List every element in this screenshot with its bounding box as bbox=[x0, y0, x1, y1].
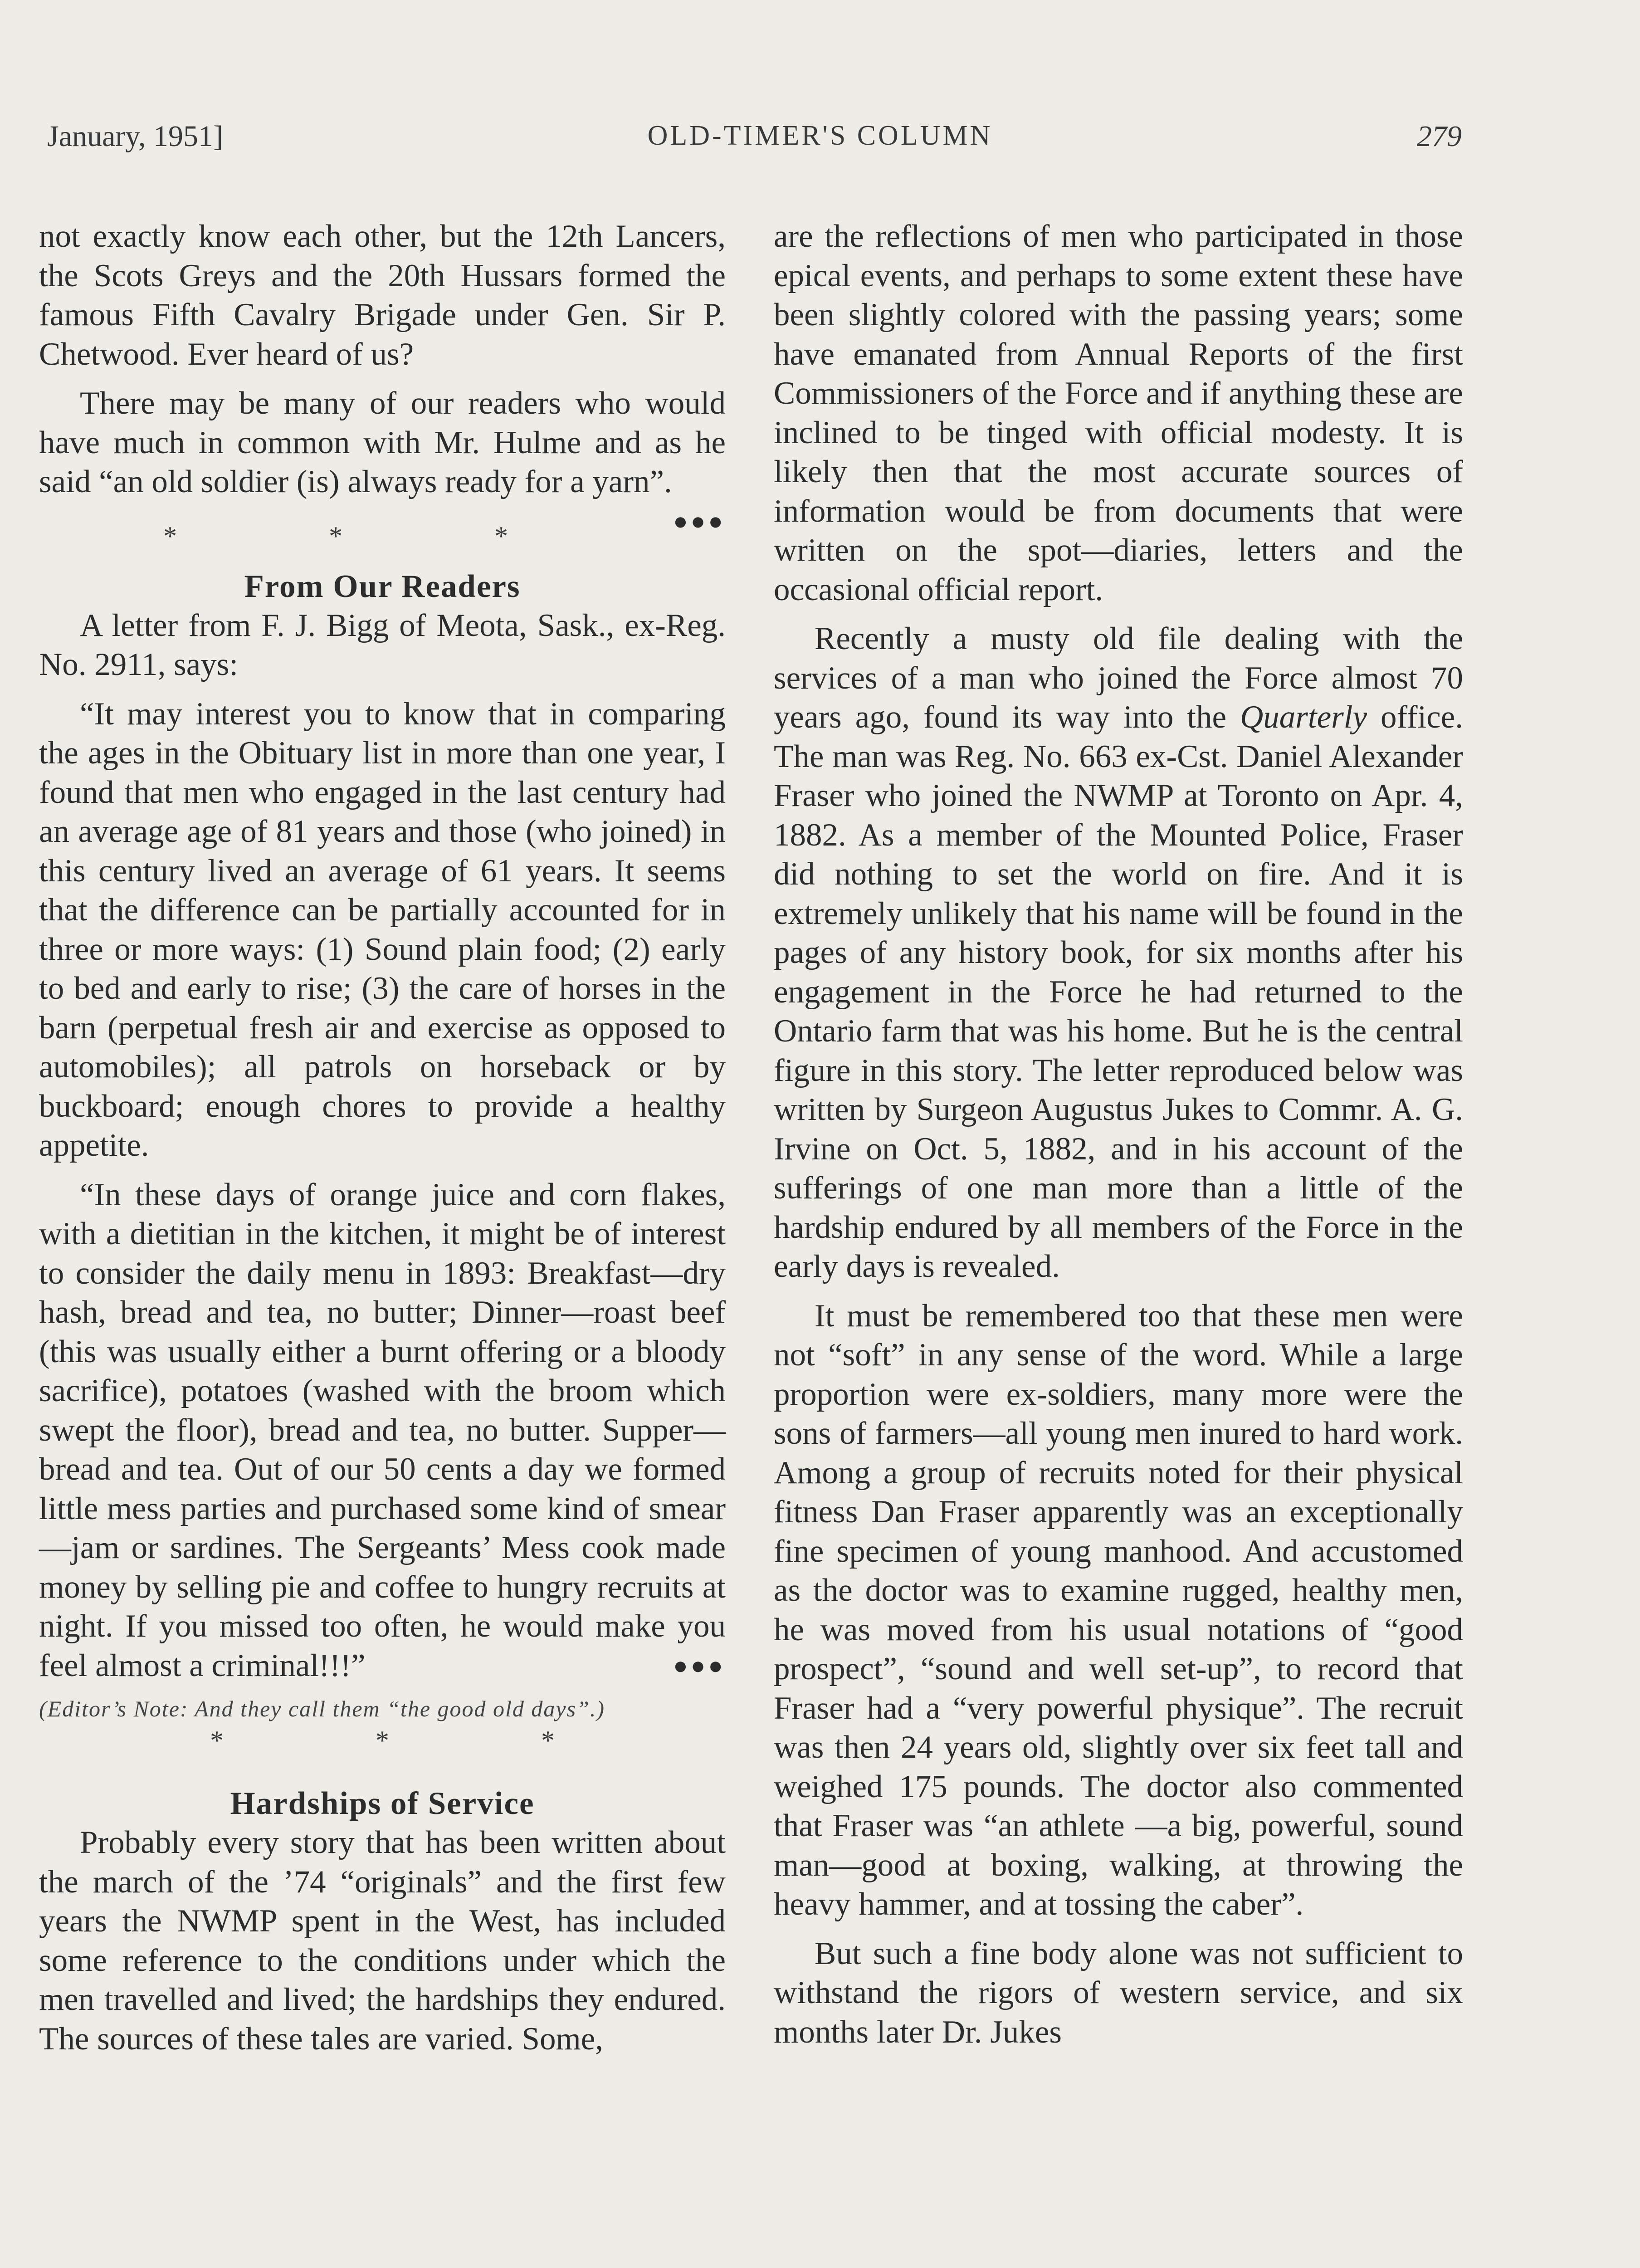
publication-title: Quarterly bbox=[1240, 699, 1367, 735]
header-title: OLD-TIMER'S COLUMN bbox=[647, 120, 993, 151]
left-column bbox=[39, 217, 726, 2068]
paragraph-text: There may be many of our readers who would have much in common with Mr. Hulme and as he said “an old soldier (is) always ready for a yarn”. bbox=[39, 386, 726, 499]
paragraph: not exactly know each other, but the 12th Lancers, the Scots Greys and the 20th Hussars formed the famous Fifth Cavalry Brigade under Gen. Sir P. Chetwood. Ever heard of us? bbox=[39, 219, 726, 372]
section-separator: * * * bbox=[210, 1725, 627, 1755]
paragraph bbox=[774, 619, 1463, 1286]
paragraph: Probably every story that has been written about the march of the ’74 “originals” and the first few years the NWMP spent in the West, has included some reference to the conditions under which the men travelled and lived; the hardships they endured. The sources of these tales are varied. Some, bbox=[39, 1825, 726, 2057]
paragraph bbox=[39, 384, 726, 535]
paragraph: It must be remembered too that these men were not “soft” in any sense of the word. While a large proportion were ex-soldiers, many more were the sons of farmers—all young men inured to hard work. Among a group of recruits noted for their physical fitness Dan Fraser apparently was an exceptionally fine specimen of young manhood. And accustomed as the doctor was to examine rugged, healthy men, he was moved from his usual notations of “good prospect”, “sound and well set-up”, to record that Fraser had a “very powerful physique”. The recruit was then 24 years old, slightly over six feet tall and weighed 175 pounds. The doctor also commented that Fraser was “an athlete —a big, powerful, sound man—good at boxing, walking, at throwing the heavy hammer, and at tossing the caber”. bbox=[774, 1298, 1463, 1922]
paragraph bbox=[39, 1175, 726, 1686]
paragraph: “It may interest you to know that in comparing the ages in the Obituary list in more than one year, I found that men who engaged in the last century had an average age of 81 years and those (who joined) in this century lived an average of 61 years. It seems that the difference can be partially accounted for in three or more ways: (1) Sound plain food; (2) early to bed and early to rise; (3) the care of horses in the barn (perpetual fresh air and exercise as opposed to automobiles); all patrols on horseback or by buckboard; enough chores to provide a healthy appetite. bbox=[39, 696, 726, 1163]
paragraph-text: office. The man was Reg. No. 663 ex-Cst. Daniel Alexander Fraser who joined the NWMP at Toronto on Apr. 4, 1882. As a member of the Mounted Police, Fraser did nothing to set the world on fire. And it is extremely unlikely that his name will be found in the pages of any history book, for six months after his engagement in the Force he had returned to the Ontario farm that was his home. But he is the central figure in this story. The letter reproduced below was written by Surgeon Augustus Jukes to Commr. A. G. Irvine on Oct. 5, 1882, and in his account of the sufferings of one man more than a little of the hardship endured by all members of the Force in the early days is revealed. bbox=[774, 699, 1463, 1284]
paragraph-text: Recently a musty old file dealing with the services of a man who joined the Force almost 70 years ago, found its way into the bbox=[774, 621, 1463, 735]
section-separator: * * * bbox=[163, 521, 581, 551]
editor-note: (Editor’s Note: And they call them “the good old days”.) bbox=[39, 1696, 605, 1721]
paragraph: are the reflections of men who participated in those epical events, and perhaps to some extent these have been slightly colored with the passing years; some have emanated from Annual Reports of the first Commissioners of the Force and if anything these are inclined to be tinged with official modesty. It is likely then that the most accurate sources of information would be from documents that were written on the spot—diaries, letters and the occasional official report. bbox=[774, 219, 1463, 607]
end-mark: ●●● bbox=[673, 507, 726, 535]
paragraph: But such a fine body alone was not sufficient to withstand the rigors of western service, and six months later Dr. Jukes bbox=[774, 1936, 1463, 2050]
page-number: 279 bbox=[1417, 120, 1462, 153]
section-heading: From Our Readers bbox=[244, 568, 521, 604]
section-heading: Hardships of Service bbox=[230, 1786, 535, 1821]
paragraph: A letter from F. J. Bigg of Meota, Sask., ex-Reg. No. 2911, says: bbox=[39, 607, 726, 682]
paragraph-text: “In these days of orange juice and corn flakes, with a dietitian in the kitchen, it might be of interest to consider the daily menu in 1893: Breakfast—dry hash, bread and tea, no butter; Dinner—roast beef (this was usually either a burnt offering or a bloody sacrifice), potatoes (washed with the broom which swept the floor), bread and tea, no butter. Supper—bread and tea. Out of our 50 cents a day we formed little mess parties and purchased some kind of smear—jam or sardines. The Sergeants’ Mess cook made money by selling pie and coffee to hungry recruits at night. If you missed too often, he would make you feel almost a criminal!!!” bbox=[39, 1177, 726, 1683]
right-column bbox=[774, 217, 1463, 2062]
header-date: January, 1951] bbox=[47, 120, 223, 153]
end-mark: ●●● bbox=[673, 1652, 726, 1679]
